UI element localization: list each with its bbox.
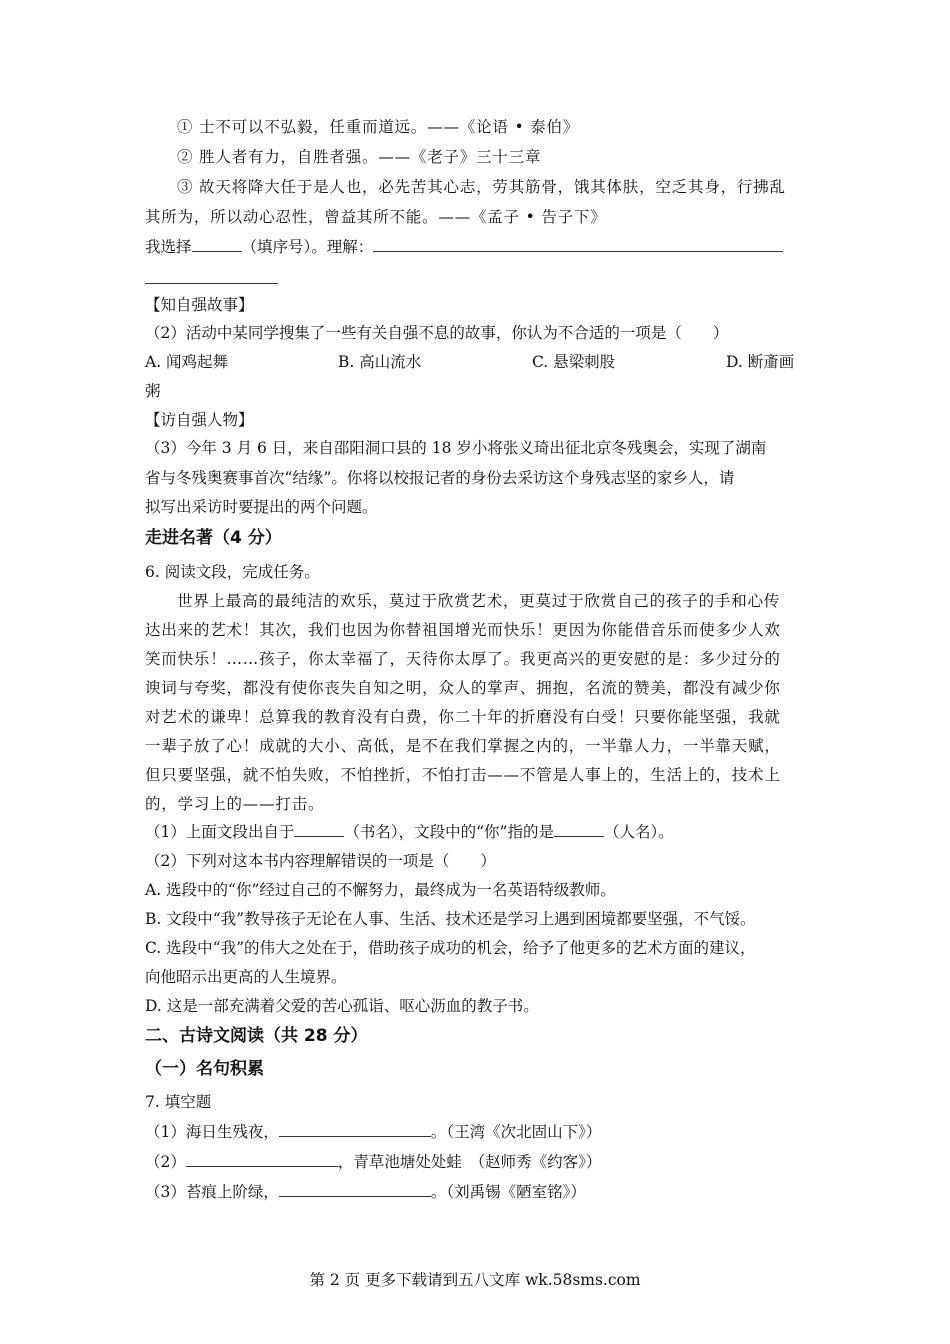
understanding-blank[interactable]	[373, 237, 783, 252]
interview-line-1: （3）今年 3 月 6 日，来自邵阳洞口县的 18 岁小将张义琦出征北京冬残奥会，实现了湖南	[145, 439, 767, 457]
fill-1-prefix: （1）海日生残夜，	[145, 1123, 279, 1141]
person-name-blank[interactable]	[554, 822, 604, 837]
choose-blank[interactable]	[192, 237, 242, 252]
fill-2-suffix: ，青草池塘处处蛙 （赵师秀《约客》）	[337, 1153, 602, 1171]
classic-q1-middle: （书名），文段中的“你”指的是	[344, 823, 554, 841]
quote-3-line-2: 其所为，所以动心忍性，曾益其所不能。——《孟子 • 告子下》	[145, 208, 607, 226]
page-footer: 第 2 页 更多下载请到五八文库 wk.58sms.com	[309, 1271, 641, 1289]
classic-option-c-line-2: 向他昭示出更高的人生境界。	[145, 968, 347, 986]
classic-option-d: D. 这是一部充满着父爱的苦心孤诣、呕心沥血的教子书。	[145, 997, 539, 1015]
passage-line-2: 达出来的艺术！其次，我们也因为你替祖国增光而快乐！更因为你能借音乐而使多少人欢	[145, 621, 781, 639]
classic-q1-prefix: （1）上面文段出自于	[145, 823, 295, 841]
option-a: A. 闻鸡起舞	[145, 353, 229, 371]
classic-option-b: B. 文段中“我”教导孩子无论在人事、生活、技术还是学习上遇到困境都要坚强，不气馁。	[145, 910, 756, 928]
poetry-subheading: （一）名句积累	[145, 1059, 264, 1079]
passage-line-4: 谀词与夸奖，都没有使你丧失自知之明，众人的掌声、拥抱，名流的赞美，都没有减少你	[145, 679, 781, 697]
classic-option-c-line-1: C. 选段中“我”的伟大之处在于，借助孩子成功的机会，给予了他更多的艺术方面的建议，	[145, 939, 756, 957]
classic-q1-suffix: （人名）。	[603, 823, 674, 841]
passage-line-1: 世界上最高的最纯洁的欢乐，莫过于欣赏艺术，更莫过于欣赏自己的孩子的手和心传	[177, 592, 781, 610]
story-title: 【知自强故事】	[145, 296, 254, 314]
classic-task: 6. 阅读文段，完成任务。	[145, 563, 320, 581]
passage-line-7: 但只要坚强，就不怕失败，不怕挫折，不怕打击——不管是人事上的，生活上的，技术上	[145, 766, 781, 784]
choose-label: 我选择	[145, 238, 192, 256]
fill-1-suffix: 。（王湾《次北固山下》）	[430, 1123, 602, 1141]
quote-3-line-1: ③ 故天将降大任于是人也，必先苦其心志，劳其筋骨，饿其体肤，空乏其身，行拂乱	[177, 178, 786, 196]
interview-title: 【访自强人物】	[145, 411, 254, 429]
fill-3-blank[interactable]	[279, 1182, 431, 1197]
classic-option-a: A. 选段中的“你”经过自己的不懈努力，最终成为一名英语特级教师。	[145, 881, 616, 899]
passage-line-6: 一辈子放了心！成就的大小、高低，是不在我们掌握之内的，一半靠人力，一半靠天赋，	[145, 737, 781, 755]
story-question: （2）活动中某同学搜集了一些有关自强不息的故事，你认为不合适的一项是（ ）	[145, 324, 729, 342]
interview-line-2: 省与冬残奥赛事首次“结缘”。你将以校报记者的身份去采访这个身残志坚的家乡人，请	[145, 469, 735, 487]
poetry-task: 7. 填空题	[145, 1093, 212, 1111]
quote-1: ① 士不可以不弘毅，任重而道远。——《论语 • 泰伯》	[177, 118, 580, 136]
choose-middle: （填序号）。理解：	[241, 238, 374, 256]
fill-1-blank[interactable]	[279, 1122, 431, 1137]
option-d: D. 断齑画	[726, 353, 795, 371]
passage-line-3: 笑而快乐！……孩子，你太幸福了，天待你太厚了。我更高兴的更安慰的是：多少过分的	[145, 650, 781, 668]
fill-3-suffix: 。（刘禹锡《陋室铭》）	[430, 1183, 586, 1201]
option-b: B. 高山流水	[338, 353, 422, 371]
fill-1	[145, 1122, 810, 1142]
classic-q1	[145, 822, 810, 842]
fill-2-prefix: （2）	[145, 1153, 186, 1171]
interview-line-3: 拟写出采访时要提出的两个问题。	[145, 498, 378, 516]
poetry-heading: 二、古诗文阅读（共 28 分）	[145, 1026, 368, 1046]
book-name-blank[interactable]	[294, 822, 344, 837]
fill-2-blank[interactable]	[186, 1152, 338, 1167]
passage-line-5: 对艺术的谦卑！总算我的教育没有白费，你二十年的折磨没有白受！只要你能坚强，我就	[145, 708, 781, 726]
quote-2: ② 胜人者有力，自胜者强。——《老子》三十三章	[177, 148, 542, 166]
fill-3	[145, 1182, 810, 1202]
option-d-continuation: 粥	[145, 382, 161, 400]
fill-3-prefix: （3）苔痕上阶绿，	[145, 1183, 279, 1201]
option-c: C. 悬梁刺股	[532, 353, 616, 371]
classic-q2: （2）下列对这本书内容理解错误的一项是（ ）	[145, 852, 496, 870]
classic-heading: 走进名著（4 分）	[145, 528, 282, 548]
answer-continuation-line[interactable]	[145, 283, 278, 284]
fill-2	[145, 1152, 810, 1172]
choose-line	[145, 237, 810, 257]
passage-line-8: 的，学习上的——打击。	[145, 795, 325, 813]
